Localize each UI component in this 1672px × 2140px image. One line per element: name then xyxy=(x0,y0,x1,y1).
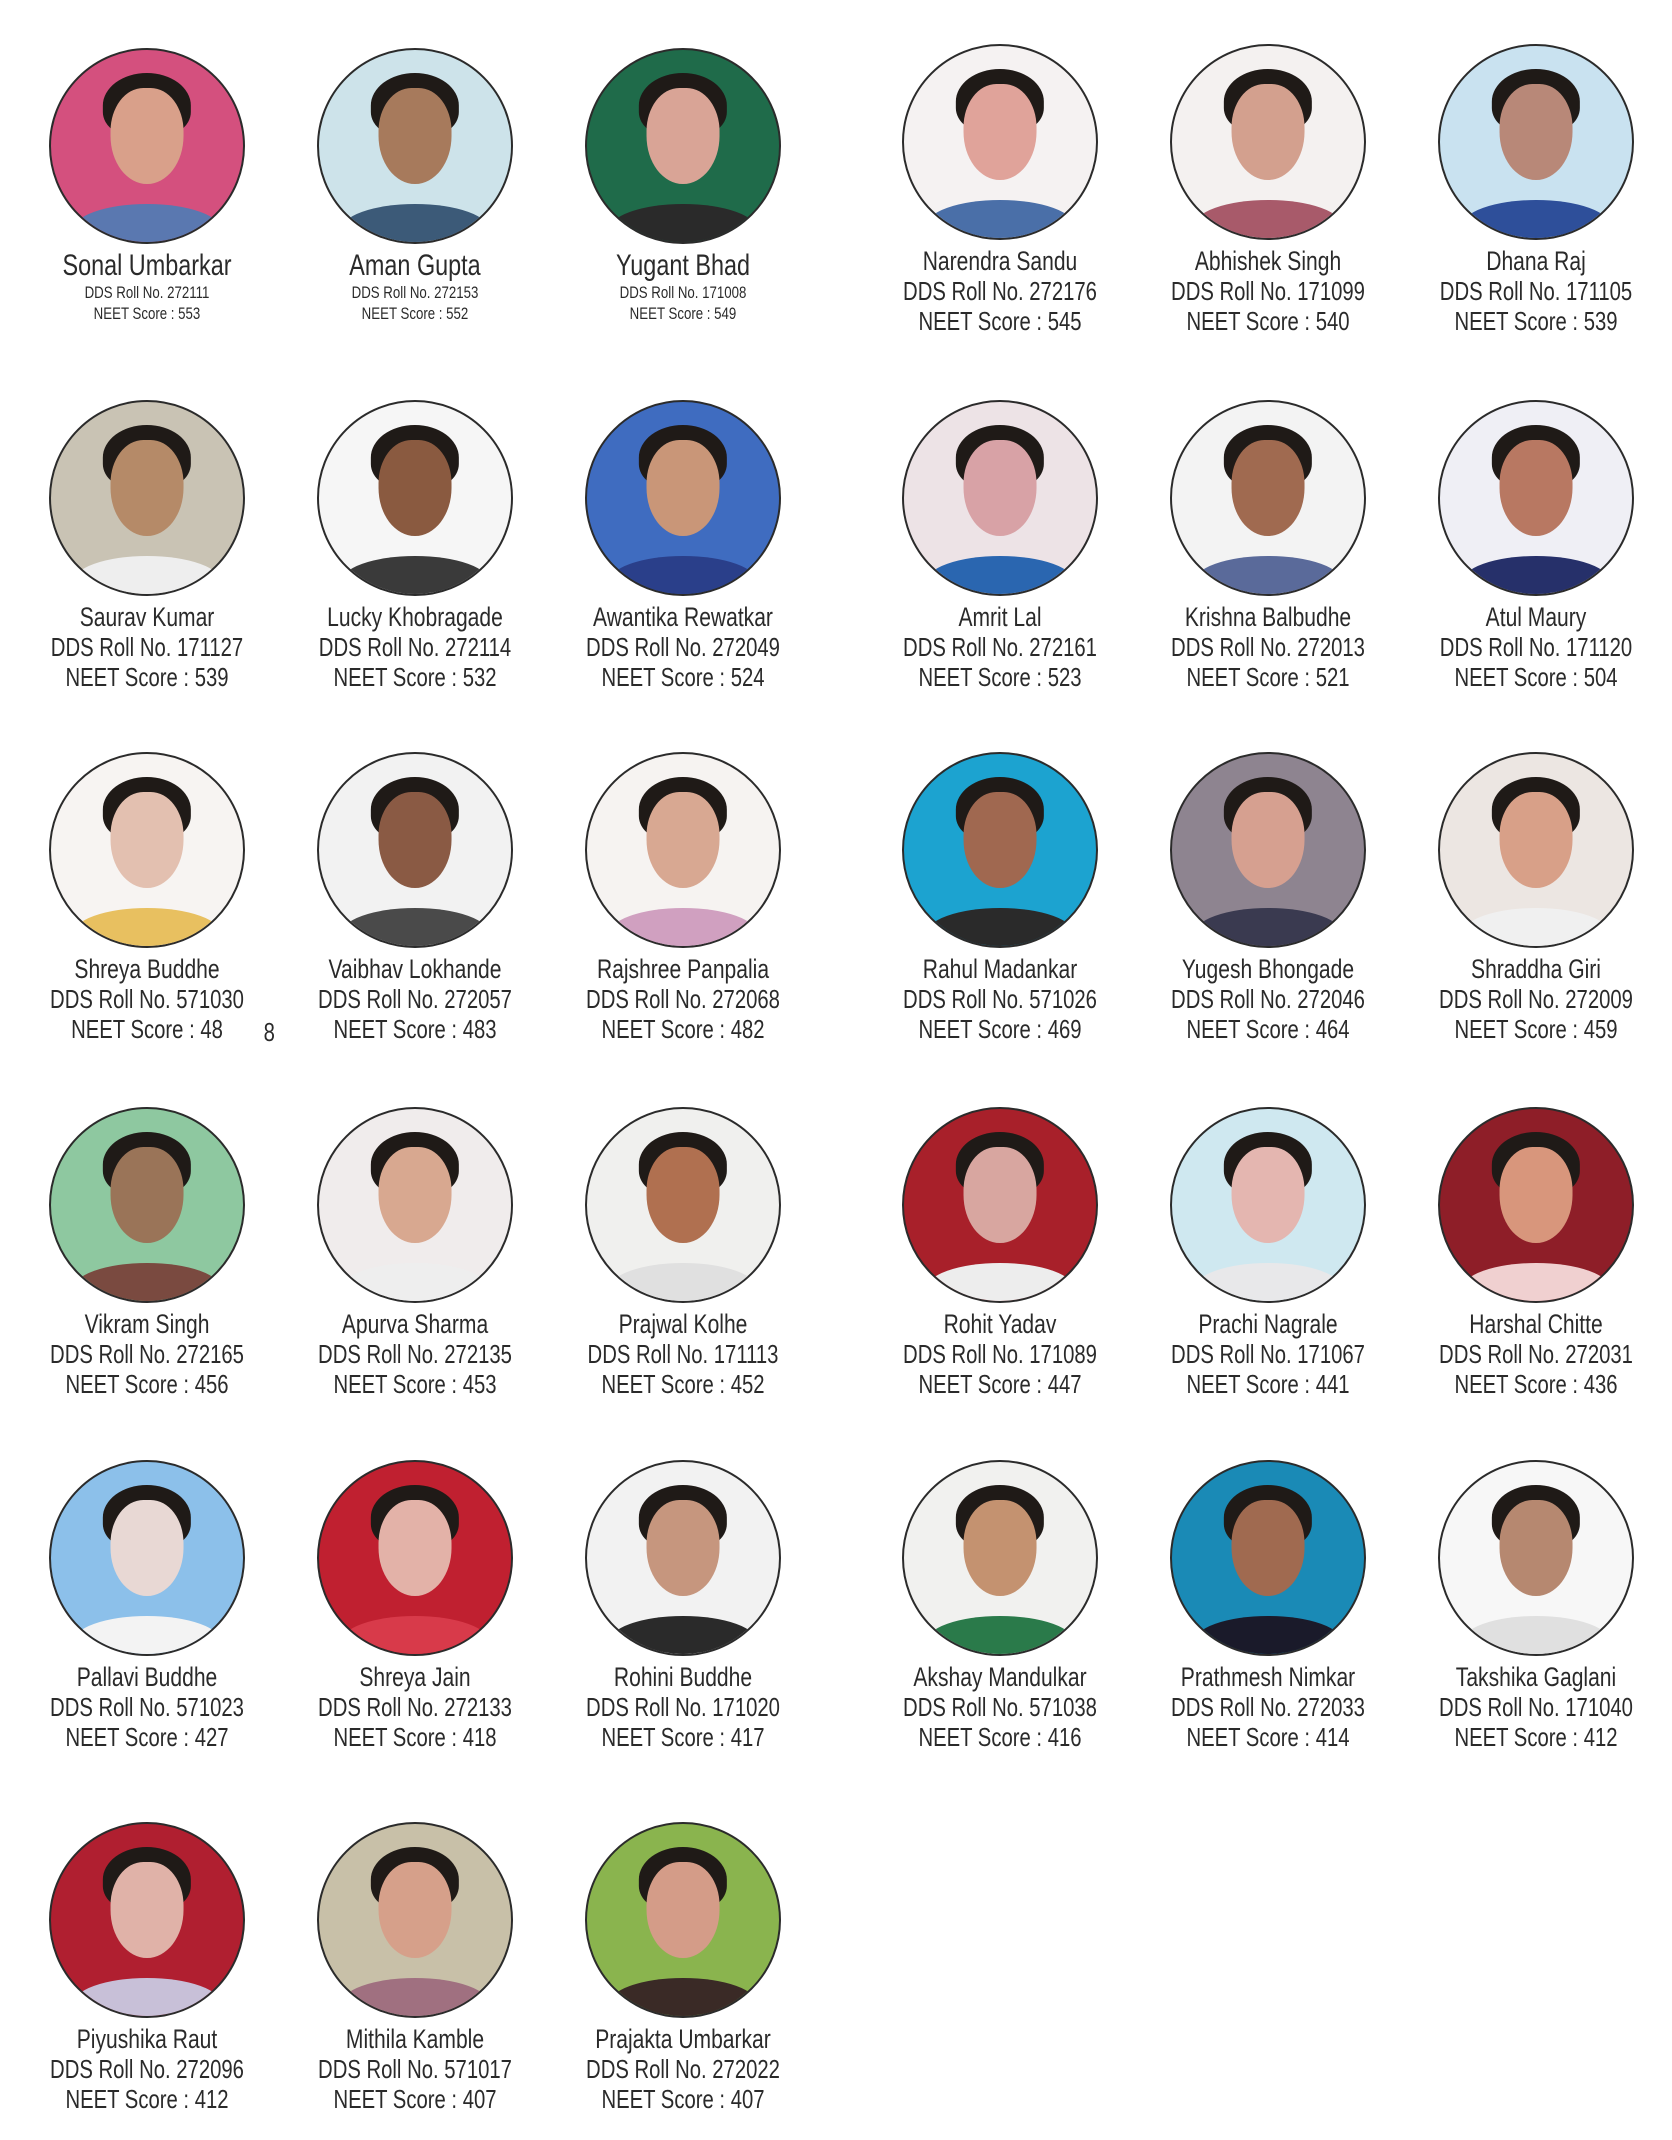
student-photo xyxy=(1170,752,1366,948)
student-photo xyxy=(1170,1107,1366,1303)
student-name: Rahul Madankar xyxy=(922,954,1078,984)
student-card xyxy=(285,1460,545,1752)
neet-score: NEET Score : 539 xyxy=(65,662,229,692)
student-name: Harshal Chitte xyxy=(1469,1309,1603,1339)
roll-number: DDS Roll No. 272161 xyxy=(903,632,1097,662)
student-photo xyxy=(49,1107,245,1303)
neet-score: NEET Score : 464 xyxy=(1186,1014,1350,1044)
student-photo xyxy=(902,1460,1098,1656)
student-photo xyxy=(585,752,781,948)
neet-score: NEET Score : 532 xyxy=(333,662,497,692)
neet-score: NEET Score : 436 xyxy=(1454,1369,1618,1399)
student-name: Akshay Mandulkar xyxy=(913,1662,1087,1692)
student-photo xyxy=(49,1460,245,1656)
student-name: Rajshree Panpalia xyxy=(596,954,770,984)
student-card xyxy=(553,1460,813,1752)
student-card xyxy=(870,44,1130,336)
student-card xyxy=(553,48,813,324)
neet-score: NEET Score : 48 xyxy=(71,1014,223,1044)
student-card xyxy=(17,48,277,324)
student-photo xyxy=(1438,44,1634,240)
roll-number: DDS Roll No. 272022 xyxy=(586,2054,780,2084)
student-card xyxy=(17,1460,277,1752)
roll-number: DDS Roll No. 571026 xyxy=(903,984,1097,1014)
student-name: Piyushika Raut xyxy=(76,2024,218,2054)
roll-number: DDS Roll No. 171020 xyxy=(586,1692,780,1722)
roll-number: DDS Roll No. 272114 xyxy=(318,632,512,662)
student-card xyxy=(285,48,545,324)
roll-number: DDS Roll No. 171105 xyxy=(1439,276,1633,306)
student-name: Mithila Kamble xyxy=(345,2024,485,2054)
student-name: Krishna Balbudhe xyxy=(1184,602,1352,632)
neet-score: NEET Score : 521 xyxy=(1186,662,1350,692)
student-card xyxy=(285,1107,545,1399)
neet-score: NEET Score : 427 xyxy=(65,1722,229,1752)
student-photo xyxy=(902,44,1098,240)
roll-number: DDS Roll No. 171008 xyxy=(619,283,747,302)
roll-number: DDS Roll No. 171120 xyxy=(1439,632,1633,662)
neet-score: NEET Score : 414 xyxy=(1186,1722,1350,1752)
student-card xyxy=(285,1822,545,2114)
student-card xyxy=(17,400,277,692)
neet-score: NEET Score : 407 xyxy=(333,2084,497,2114)
student-name: Vaibhav Lokhande xyxy=(328,954,502,984)
roll-number: DDS Roll No. 272057 xyxy=(318,984,512,1014)
neet-score: NEET Score : 504 xyxy=(1454,662,1618,692)
student-photo xyxy=(49,752,245,948)
neet-score: NEET Score : 539 xyxy=(1454,306,1618,336)
student-card xyxy=(1138,752,1398,1044)
student-name: Shreya Jain xyxy=(359,1662,471,1692)
neet-score: NEET Score : 483 xyxy=(333,1014,497,1044)
student-card xyxy=(553,752,813,1044)
roll-number: DDS Roll No. 272165 xyxy=(50,1339,244,1369)
student-photo xyxy=(902,400,1098,596)
student-card xyxy=(870,1107,1130,1399)
student-card xyxy=(1138,1107,1398,1399)
student-name: Vikram Singh xyxy=(84,1309,210,1339)
neet-score: NEET Score : 552 xyxy=(361,304,469,323)
roll-number: DDS Roll No. 571030 xyxy=(50,984,244,1014)
student-card xyxy=(1138,44,1398,336)
student-photo xyxy=(585,400,781,596)
neet-score: NEET Score : 453 xyxy=(333,1369,497,1399)
student-card xyxy=(1138,1460,1398,1752)
neet-score: NEET Score : 416 xyxy=(918,1722,1082,1752)
student-name: Prajwal Kolhe xyxy=(618,1309,748,1339)
student-card xyxy=(17,752,277,1044)
student-name: Prajakta Umbarkar xyxy=(595,2024,771,2054)
roll-number: DDS Roll No. 571017 xyxy=(318,2054,512,2084)
roll-number: DDS Roll No. 571038 xyxy=(903,1692,1097,1722)
student-photo xyxy=(317,400,513,596)
student-card xyxy=(285,752,545,1044)
student-name: Aman Gupta xyxy=(349,249,481,282)
roll-number: DDS Roll No. 272153 xyxy=(351,283,479,302)
roll-number: DDS Roll No. 272031 xyxy=(1439,1339,1633,1369)
neet-score: NEET Score : 447 xyxy=(918,1369,1082,1399)
roll-number: DDS Roll No. 171067 xyxy=(1171,1339,1365,1369)
student-name: Dhana Raj xyxy=(1486,246,1586,276)
neet-score: NEET Score : 469 xyxy=(918,1014,1082,1044)
roll-number: DDS Roll No. 272176 xyxy=(903,276,1097,306)
student-card xyxy=(870,1460,1130,1752)
student-name: Saurav Kumar xyxy=(79,602,215,632)
student-card xyxy=(17,1107,277,1399)
student-photo xyxy=(585,1460,781,1656)
neet-score: NEET Score : 452 xyxy=(601,1369,765,1399)
roll-number: DDS Roll No. 272049 xyxy=(586,632,780,662)
student-name: Pallavi Buddhe xyxy=(76,1662,218,1692)
student-photo xyxy=(49,1822,245,2018)
roll-number: DDS Roll No. 272046 xyxy=(1171,984,1365,1014)
student-name: Awantika Rewatkar xyxy=(593,602,773,632)
student-name: Shraddha Giri xyxy=(1471,954,1601,984)
student-card xyxy=(553,400,813,692)
student-card xyxy=(1406,400,1666,692)
neet-score: NEET Score : 407 xyxy=(601,2084,765,2114)
neet-score: NEET Score : 553 xyxy=(93,304,201,323)
student-photo xyxy=(1438,1107,1634,1303)
student-photo xyxy=(585,48,781,244)
student-name: Yugant Bhad xyxy=(615,249,751,282)
student-photo xyxy=(585,1107,781,1303)
student-photo xyxy=(317,752,513,948)
neet-score: NEET Score : 524 xyxy=(601,662,765,692)
student-name: Prachi Nagrale xyxy=(1198,1309,1338,1339)
student-card xyxy=(1406,752,1666,1044)
student-name: Takshika Gaglani xyxy=(1455,1662,1617,1692)
student-name: Yugesh Bhongade xyxy=(1181,954,1355,984)
student-name: Narendra Sandu xyxy=(922,246,1078,276)
student-name: Shreya Buddhe xyxy=(74,954,220,984)
neet-score: NEET Score : 412 xyxy=(65,2084,229,2114)
neet-score: NEET Score : 441 xyxy=(1186,1369,1350,1399)
student-photo xyxy=(317,1460,513,1656)
neet-score: NEET Score : 412 xyxy=(1454,1722,1618,1752)
neet-score: NEET Score : 545 xyxy=(918,306,1082,336)
neet-score: NEET Score : 417 xyxy=(601,1722,765,1752)
student-name: Apurva Sharma xyxy=(341,1309,489,1339)
student-name: Sonal Umbarkar xyxy=(62,249,232,282)
student-name: Lucky Khobragade xyxy=(327,602,503,632)
roll-number: DDS Roll No. 171099 xyxy=(1171,276,1365,306)
student-name: Abhishek Singh xyxy=(1194,246,1342,276)
roll-number: DDS Roll No. 171127 xyxy=(50,632,244,662)
student-name: Rohini Buddhe xyxy=(613,1662,753,1692)
student-photo xyxy=(1170,44,1366,240)
neet-score: NEET Score : 523 xyxy=(918,662,1082,692)
neet-score: NEET Score : 456 xyxy=(65,1369,229,1399)
student-card xyxy=(17,1822,277,2114)
roll-number: DDS Roll No. 272009 xyxy=(1439,984,1633,1014)
roll-number: DDS Roll No. 272068 xyxy=(586,984,780,1014)
student-photo xyxy=(1170,1460,1366,1656)
roll-number: DDS Roll No. 272096 xyxy=(50,2054,244,2084)
student-name: Atul Maury xyxy=(1485,602,1587,632)
student-photo xyxy=(1438,752,1634,948)
neet-score: NEET Score : 549 xyxy=(629,304,737,323)
roll-number: DDS Roll No. 272111 xyxy=(84,283,210,302)
neet-score: NEET Score : 418 xyxy=(333,1722,497,1752)
neet-score: NEET Score : 482 xyxy=(601,1014,765,1044)
student-photo xyxy=(902,1107,1098,1303)
roll-number: DDS Roll No. 272033 xyxy=(1171,1692,1365,1722)
student-name: Rohit Yadav xyxy=(943,1309,1057,1339)
roll-number: DDS Roll No. 171040 xyxy=(1439,1692,1633,1722)
student-card xyxy=(1138,400,1398,692)
student-card xyxy=(1406,1107,1666,1399)
neet-score: NEET Score : 459 xyxy=(1454,1014,1618,1044)
student-photo xyxy=(317,1107,513,1303)
student-card xyxy=(553,1107,813,1399)
student-card xyxy=(553,1822,813,2114)
student-photo xyxy=(1170,400,1366,596)
student-photo xyxy=(585,1822,781,2018)
student-photo xyxy=(49,48,245,244)
neet-score: NEET Score : 540 xyxy=(1186,306,1350,336)
student-photo xyxy=(1438,400,1634,596)
student-name: Amrit Lal xyxy=(958,602,1042,632)
roll-number: DDS Roll No. 171113 xyxy=(587,1339,779,1369)
student-card xyxy=(870,400,1130,692)
roll-number: DDS Roll No. 272135 xyxy=(318,1339,512,1369)
roll-number: DDS Roll No. 272013 xyxy=(1171,632,1365,662)
student-card xyxy=(870,752,1130,1044)
roll-number: DDS Roll No. 272133 xyxy=(318,1692,512,1722)
student-card xyxy=(285,400,545,692)
student-photo xyxy=(317,1822,513,2018)
student-card xyxy=(1406,44,1666,336)
student-photo xyxy=(49,400,245,596)
student-name: Prathmesh Nimkar xyxy=(1180,1662,1356,1692)
student-photo xyxy=(902,752,1098,948)
stray-digit: 8 xyxy=(263,1017,275,1047)
student-photo xyxy=(317,48,513,244)
student-photo xyxy=(1438,1460,1634,1656)
student-card xyxy=(1406,1460,1666,1752)
roll-number: DDS Roll No. 571023 xyxy=(50,1692,244,1722)
roll-number: DDS Roll No. 171089 xyxy=(903,1339,1097,1369)
